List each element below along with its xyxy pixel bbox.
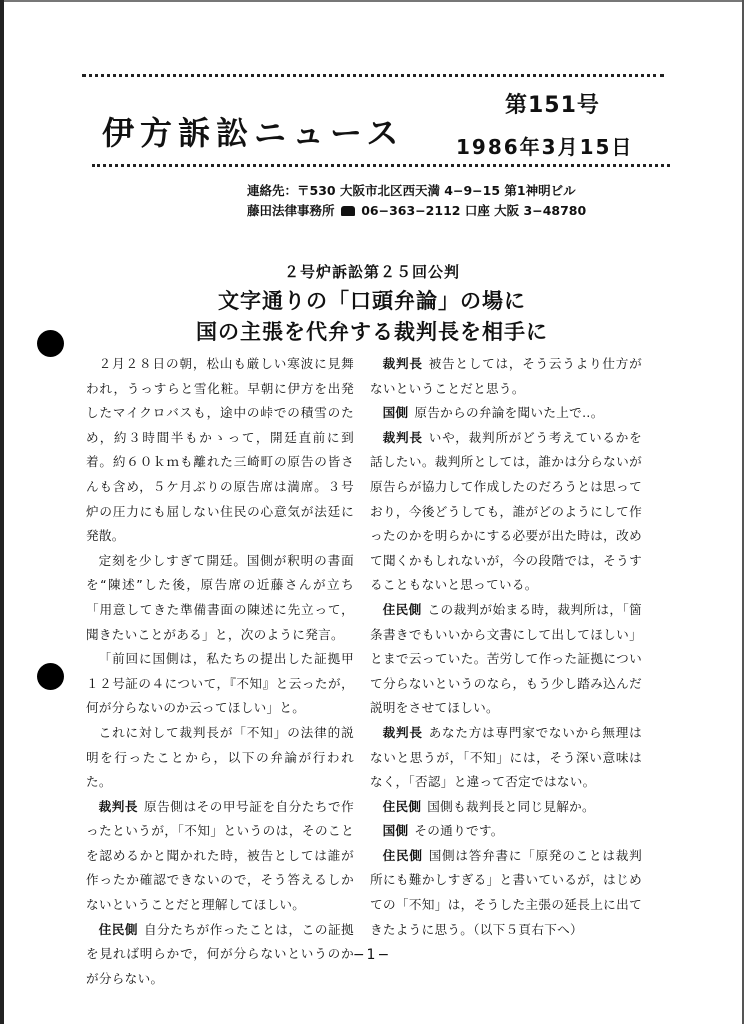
scan-edge-left <box>0 0 4 1024</box>
page-number: −1− <box>352 947 392 963</box>
paragraph-text: この裁判が始まる時，裁判所は，「箇条書きでもいいから文書にして出してほしい」とまで云っていた。苦労して作った証拠について分らないというのなら，もう少し踏み込んだ説明をさせてほしい。 <box>370 601 642 716</box>
speaker-label: 国側 <box>382 405 409 421</box>
article-paragraph <box>370 598 642 721</box>
paragraph-text: その通りです。 <box>414 823 504 839</box>
masthead-title: 伊方訴訟ニュース <box>102 114 405 152</box>
speaker-label: 住民側 <box>382 798 422 814</box>
contact-phone-line <box>247 201 586 221</box>
issue-number: 第151号 <box>505 93 600 118</box>
dotted-rule-top <box>82 74 664 77</box>
article-paragraph <box>86 549 354 647</box>
article-paragraph <box>86 721 354 795</box>
paragraph-text: 「前回に国側は，私たちの提出した証拠甲１２号証の４について，『不知』と云ったが，何が分らないのか云ってほしい」と。 <box>86 651 354 716</box>
punch-hole-icon <box>37 663 64 690</box>
paragraph-text: 定刻を少しすぎて開廷。国側が釈明の書面を“陳述”した後，原告席の近藤さんが立ち「用意してきた準備書面の陳述に先立って，聞きたいことがある」と，次のように発言。 <box>86 552 354 642</box>
bank-account: 口座 大阪 3−48780 <box>464 203 587 218</box>
article-paragraph <box>370 426 642 598</box>
paragraph-text: 国側は答弁書に「原発のことは裁判所にも難かしすぎる」と書いているが，はじめての「不知」は，そうした主張の延長上に出てきたように思う。（以下５頁右下へ） <box>370 847 642 937</box>
speaker-label: 裁判長 <box>382 429 423 445</box>
paragraph-text: ２月２８日の朝，松山も厳しい寒波に見舞われ，うっすらと雪化粧。早朝に伊方を出発したマイクロバスも，途中の峠での積雪のため，約３時間半もかゝって，開廷直前に到着。約６０ｋｍも離れた三崎町の原告の皆さんも含め，５ケ月ぶりの原告席は満席。３号炉の圧力にも屈しない住民の心意気が法廷に発散。 <box>86 356 354 544</box>
speaker-label: 住民側 <box>382 847 423 863</box>
dotted-rule-bottom <box>92 164 670 167</box>
article-paragraph <box>370 795 642 820</box>
speaker-label: 国側 <box>382 823 409 839</box>
article-paragraph <box>370 721 642 795</box>
article-headline-1: 文字通りの「口頭弁論」の場に <box>218 289 526 313</box>
speaker-label: 住民側 <box>382 601 422 617</box>
article-paragraph <box>370 819 642 844</box>
speaker-label: 裁判長 <box>382 356 423 371</box>
article-paragraph <box>86 352 354 549</box>
law-office-name: 藤田法律事務所 <box>247 203 335 218</box>
paragraph-text: 自分たちが作ったことは，この証拠を見れば明らかで，何が分らないというのかが分らない。 <box>86 921 354 986</box>
article-column-left <box>86 352 354 991</box>
article-paragraph <box>370 352 642 401</box>
article-paragraph <box>86 795 354 918</box>
paragraph-text: 原告側はその甲号証を自分たちで作ったというが，「不知」というのは，そのことを認めるかと聞かれた時，被告としては誰が作ったか確認できないので，そう答えるしかないということだと理解してほしい。 <box>86 798 354 913</box>
telephone-icon <box>341 206 355 216</box>
article-paragraph <box>370 401 642 426</box>
article-headline-2: 国の主張を代弁する裁判長を相手に <box>196 320 548 344</box>
paragraph-text: いや，裁判所がどう考えているかを話したい。裁判所としては，誰かは分らないが原告らが協力して作成したのだろうとは思っており，今後どうしても，誰がどのようにして作ったのかを明らかにする必要が出た時は，改めて聞くかもしれないが，今の段階では，そうすることもないと思っている。 <box>370 429 642 593</box>
article-paragraph <box>370 844 642 942</box>
speaker-label: 裁判長 <box>98 798 139 814</box>
phone-number: 06−363−2112 <box>361 203 461 218</box>
paragraph-text: これに対して裁判長が「不知」の法律的説明を行ったことから，以下の弁論が行われた。 <box>86 724 354 790</box>
paragraph-text: 被告としては，そう云うより仕方がないということだと思う。 <box>370 356 642 396</box>
scan-edge-top <box>0 0 744 2</box>
paragraph-text: あなた方は専門家でないから無理はないと思うが，「不知」には，そう深い意味はなく，「否認」と違って否定ではない。 <box>370 724 642 790</box>
contact-address: 連絡先：〒530 大阪市北区西天満 4−9−15 第1神明ビル <box>247 183 576 198</box>
speaker-label: 住民側 <box>98 921 139 937</box>
paragraph-text: 国側も裁判長と同じ見解か。 <box>427 798 595 814</box>
article-column-right <box>370 352 642 942</box>
speaker-label: 裁判長 <box>382 724 423 740</box>
contact-block <box>247 181 586 221</box>
article-paragraph <box>86 647 354 721</box>
article-kicker: ２号炉訴訟第２５回公判 <box>283 263 460 281</box>
issue-date: 1986年3月15日 <box>456 135 634 159</box>
paragraph-text: 原告からの弁論を聞いた上で‥。 <box>414 405 604 421</box>
